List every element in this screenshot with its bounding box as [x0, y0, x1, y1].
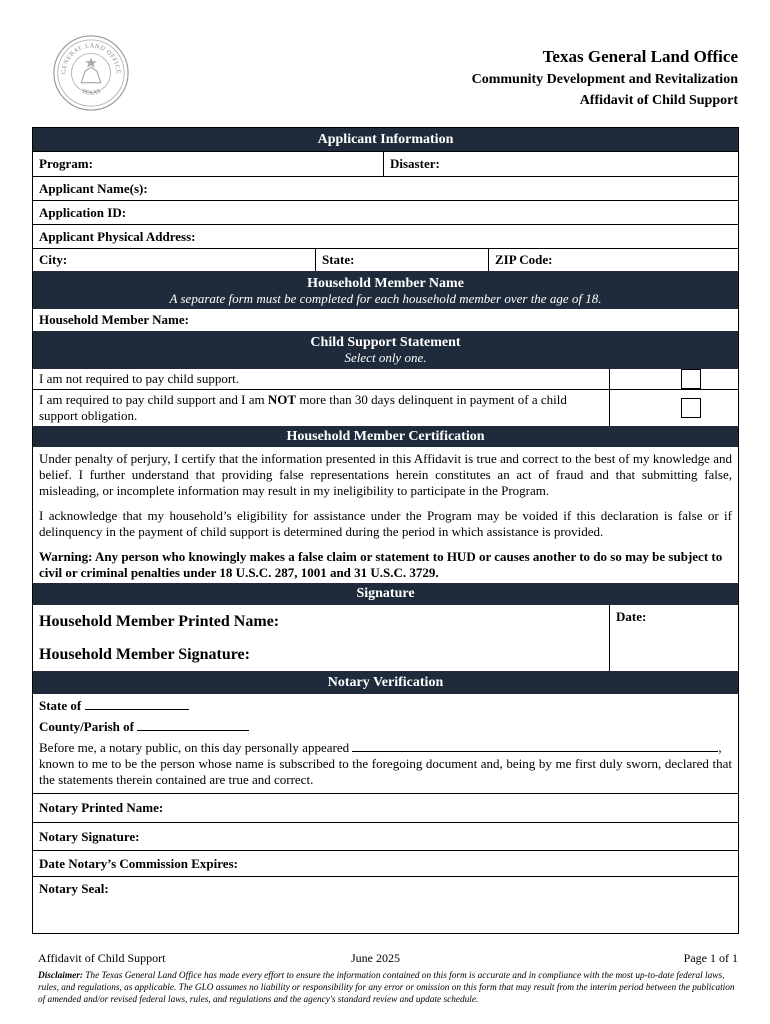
program-name: Community Development and Revitalization [471, 72, 738, 87]
svg-text:TEXAS: TEXAS [80, 87, 102, 97]
member-signature-field[interactable] [33, 638, 609, 671]
applicant-names-field[interactable] [33, 177, 738, 200]
notary-body [33, 694, 738, 793]
footer-form-name: Affidavit of Child Support [38, 951, 166, 965]
form-title: Affidavit of Child Support [579, 93, 738, 108]
notary-state-line[interactable]: State of [39, 698, 732, 714]
application-id-label: Application ID: [39, 204, 127, 220]
signature-date-field[interactable] [610, 605, 738, 671]
program-field[interactable] [33, 152, 384, 176]
member-section-subtitle: A separate form must be completed for each household member over the age of 18. [169, 291, 602, 306]
option-not-required-checkbox[interactable] [681, 369, 701, 389]
state-label: State: [322, 252, 355, 267]
notary-section-header: Notary Verification [33, 671, 738, 694]
child-support-title: Child Support Statement [310, 335, 461, 350]
address-label: Applicant Physical Address: [39, 228, 196, 244]
notary-printed-name-label: Notary Printed Name: [39, 800, 164, 815]
notary-commission-field[interactable] [33, 851, 738, 876]
notary-commission-label: Date Notary’s Commission Expires: [39, 855, 238, 871]
state-field[interactable] [316, 249, 489, 271]
notary-signature-label: Notary Signature: [39, 828, 140, 844]
certification-section-header: Household Member Certification [33, 426, 738, 447]
notary-known-text: known to me to be the person whose name is subscribed to the foregoing document and, being by me first duly sworn, declared that the statements therein contained are true and correct. [39, 756, 732, 787]
notary-printed-name-field[interactable] [33, 794, 738, 822]
disaster-field[interactable] [384, 152, 738, 176]
applicant-names-label: Applicant Name(s): [39, 180, 148, 196]
zip-label: ZIP Code: [495, 252, 553, 267]
certification-body [33, 447, 738, 583]
disclaimer-text: The Texas General Land Office has made every effort to ensure the information contained on this form is accurate and in compliance with the most up-to-date federal laws, rules, and regulations, as applicable. The GLO assumes no liability or responsibility for any error or omission on this form that may result from the interim period between the publication of amended and/or revised federal laws, rules, and regulations and the agency's standard review and update schedule. [38, 971, 735, 1005]
notary-seal-label: Notary Seal: [39, 881, 109, 896]
disaster-label: Disaster: [390, 156, 440, 171]
signature-date-label: Date: [616, 609, 647, 624]
member-signature-label: Household Member Signature: [39, 645, 250, 663]
zip-field[interactable] [489, 249, 738, 271]
member-name-label: Household Member Name: [39, 312, 189, 327]
city-label: City: [39, 252, 68, 267]
disclaimer-label: Disclaimer: [38, 971, 83, 981]
footer-date: June 2025 [351, 951, 400, 965]
member-name-field[interactable] [33, 309, 738, 331]
program-label: Program: [39, 156, 93, 171]
member-section-header [33, 271, 738, 309]
affidavit-form [32, 127, 739, 934]
city-field[interactable] [33, 249, 316, 271]
signature-section-header: Signature [33, 583, 738, 605]
address-field[interactable] [33, 225, 738, 248]
disclaimer [38, 970, 738, 1006]
application-id-field[interactable] [33, 201, 738, 224]
option-not-delinquent-checkbox[interactable] [681, 398, 701, 418]
notary-appeared-line[interactable]: Before me, a notary public, on this day personally appeared , [39, 740, 722, 755]
option-not-required-text: I am not required to pay child support. [33, 369, 610, 389]
glo-seal-logo [52, 34, 130, 112]
applicant-section-header: Applicant Information [33, 128, 738, 151]
notary-seal-field[interactable] [33, 877, 738, 933]
certification-paragraph-1: Under penalty of perjury, I certify that the information presented in this Affidavit is true and correct to the best of my knowledge and belief. I further understand that providing false representations herein constitutes an act of fraud and that submitting false, misleading, or incomplete information may result in my ineligibility to participate in the Program. [39, 451, 732, 498]
notary-signature-field[interactable] [33, 823, 738, 850]
member-printed-name-label: Household Member Printed Name: [39, 612, 280, 630]
child-support-subtitle: Select only one. [344, 350, 427, 365]
member-section-title: Household Member Name [307, 276, 464, 291]
member-printed-name-field[interactable] [33, 605, 609, 638]
child-support-section-header [33, 331, 738, 369]
notary-county-line[interactable]: County/Parish of [39, 719, 732, 735]
certification-paragraph-2: I acknowledge that my household’s eligibility for assistance under the Program may be voided if this declaration is false or if delinquency in the payment of child support is determined during the period in which assistance is provided. [39, 508, 732, 539]
option-not-delinquent-text: I am required to pay child support and I am NOT more than 30 days delinquent in payment of a child support obligation. [33, 390, 610, 426]
svg-text:GENERAL LAND OFFICE: GENERAL LAND OFFICE [60, 42, 122, 75]
org-title: Texas General Land Office [542, 47, 738, 66]
footer-page-number: Page 1 of 1 [683, 951, 738, 965]
certification-warning: Warning: Any person who knowingly makes a false claim or statement to HUD or causes another to do so may be subject to civil or criminal penalties under 18 U.S.C. 287, 1001 and 31 U.S.C. 3729. [39, 549, 723, 580]
